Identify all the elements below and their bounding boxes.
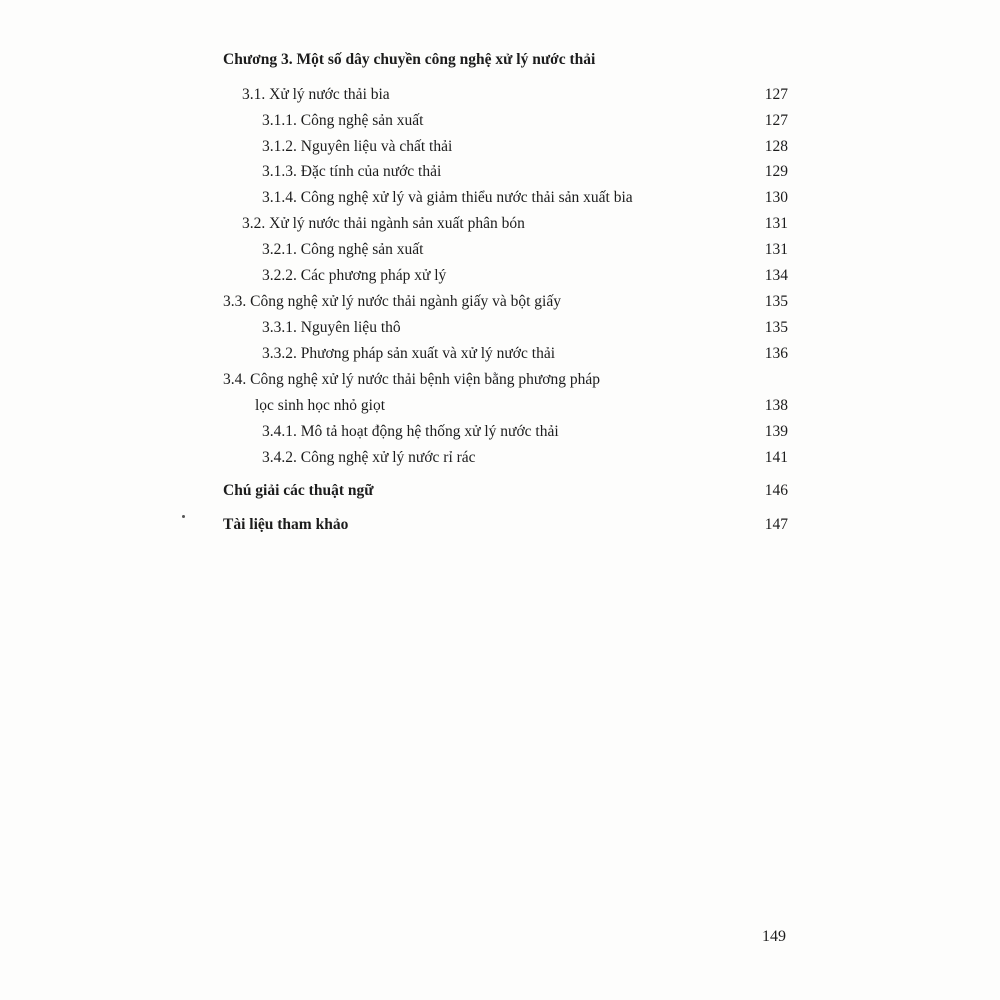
toc-glossary [0,479,1000,503]
toc-entry [0,420,1000,444]
toc-entry-title: 3.4.1. Mô tả hoạt động hệ thống xử lý nước thải [262,423,559,440]
toc-entry-page: 128 [764,138,788,155]
toc-entry-page: 130 [764,189,788,206]
toc-entry [0,394,1000,418]
toc-references [0,513,1000,537]
toc-entry-title: 3.1.4. Công nghệ xử lý và giảm thiểu nước thải sản xuất bia [262,189,633,206]
toc-references-page: 147 [764,516,788,533]
toc-entry-title: 3.2. Xử lý nước thải ngành sản xuất phân bón [242,215,525,232]
toc-entry-title: 3.3. Công nghệ xử lý nước thải ngành giấy và bột giấy [223,293,561,310]
toc-entry [0,160,1000,184]
toc-glossary-title: Chú giải các thuật ngữ [223,482,374,499]
ink-speck [182,515,185,518]
toc-entry-page: 138 [764,397,788,414]
page-number: 149 [762,928,786,945]
toc-entry [0,316,1000,340]
toc-entry [0,368,1000,392]
toc-entry [0,290,1000,314]
toc-entry [0,135,1000,159]
toc-entry-page: 141 [764,449,788,466]
toc-entry [0,109,1000,133]
toc-entry [0,342,1000,366]
toc-entry [0,186,1000,210]
toc-entry-page: 136 [764,345,788,362]
toc-entry-page: 127 [764,112,788,129]
toc-entry-title: 3.2.2. Các phương pháp xử lý [262,267,447,284]
toc-entry-title: 3.2.1. Công nghệ sản xuất [262,241,424,258]
toc-entry-page: 131 [764,241,788,258]
toc-entry-page: 139 [764,423,788,440]
toc-entry-page: 129 [764,163,788,180]
toc-entry [0,212,1000,236]
toc-entry-title: 3.1. Xử lý nước thải bia [242,86,390,103]
toc-entry-page: 135 [764,293,788,310]
toc-chapter-title: Chương 3. Một số dây chuyền công nghệ xử lý nước thải [223,51,596,68]
toc-entry-title: 3.3.2. Phương pháp sản xuất và xử lý nước thải [262,345,556,362]
toc-entry-title: 3.1.3. Đặc tính của nước thải [262,163,442,180]
toc-entry [0,264,1000,288]
toc-entry-page: 134 [764,267,788,284]
toc-entry [0,238,1000,262]
toc-entry [0,446,1000,470]
toc-entry [0,83,1000,107]
toc-chapter-heading [0,48,1000,72]
toc-entry-title: 3.1.2. Nguyên liệu và chất thải [262,138,453,155]
toc-entry-page: 127 [764,86,788,103]
toc-entry-title: lọc sinh học nhỏ giọt [255,397,386,414]
toc-entry-title: 3.4. Công nghệ xử lý nước thải bệnh viện bằng phương pháp [223,371,600,388]
toc-entry-title: 3.1.1. Công nghệ sản xuất [262,112,424,129]
toc-entry-title: 3.4.2. Công nghệ xử lý nước rỉ rác [262,449,476,466]
toc-entry-title: 3.3.1. Nguyên liệu thô [262,319,401,336]
toc-entry-page: 135 [764,319,788,336]
toc-references-title: Tài liệu tham khảo [223,516,349,533]
toc-entry-page: 131 [764,215,788,232]
toc-glossary-page: 146 [764,482,788,499]
